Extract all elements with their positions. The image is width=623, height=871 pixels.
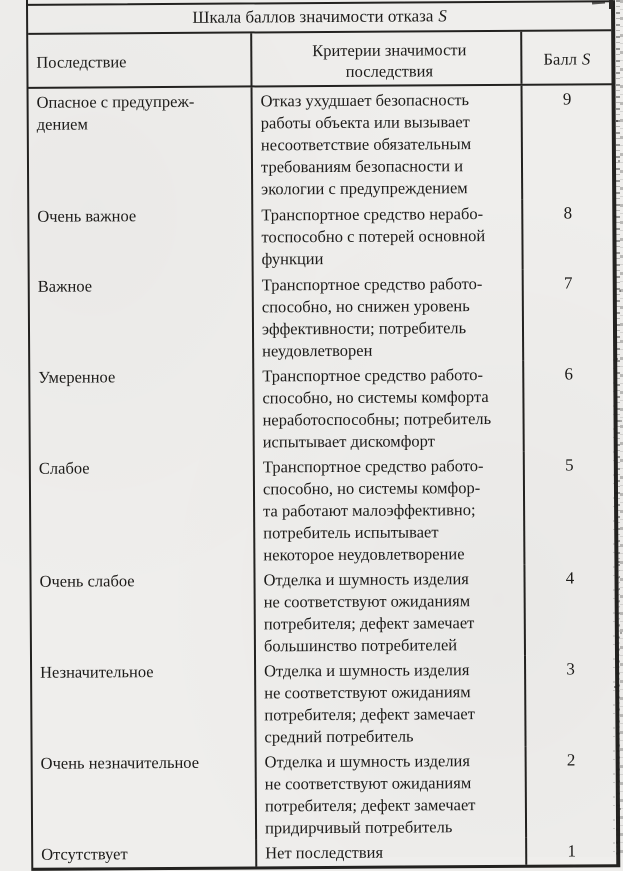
- table-body: [29, 85, 617, 868]
- table-row: [30, 269, 614, 364]
- scan-artifact-left-tick: [26, 0, 28, 6]
- score-cell: 5: [565, 455, 574, 475]
- score-cell: 8: [563, 203, 573, 223]
- column-header-consequence: Последствие: [28, 33, 252, 86]
- table-header-row: [28, 31, 611, 89]
- table-row: [31, 564, 615, 659]
- scan-noise-edge: [613, 0, 615, 857]
- score-cell: 7: [563, 273, 573, 293]
- consequence-cell: Опасное с предупреж- дением: [29, 87, 254, 202]
- table-title: [28, 2, 611, 35]
- criteria-cell: Отказ ухудшает безопасность работы объекта или вызывает несоответствие обязательным требованиям безопасности и экологии с предупреждением: [253, 86, 524, 202]
- failure-significance-score-table: [26, 0, 620, 871]
- score-cell: 1: [567, 841, 576, 861]
- table-row: [32, 655, 616, 750]
- criteria-cell: Транспортное средство работо- способно, но снижен уровень эффективности; потребитель неудовлетворен: [254, 270, 525, 363]
- consequence-cell: Очень важное: [29, 201, 253, 272]
- table-row: [30, 360, 614, 455]
- table-row: [31, 451, 615, 568]
- scan-noise-specks: [616, 120, 618, 122]
- criteria-cell: Транспортное средство работо- способно, но системы комфорта неработоспособны; потребитель испытывает дискомфорт: [254, 361, 525, 454]
- criteria-cell: Отделка и шумность изделия не соответствуют ожиданиям потребителя; дефект замечает придирчивый потребитель: [257, 747, 528, 840]
- score-cell: 3: [566, 659, 575, 679]
- score-cell: 4: [565, 568, 575, 588]
- score-cell: 9: [562, 89, 572, 109]
- column-header-score: [522, 31, 611, 84]
- column-header-criteria: Критерии значимости последствия: [252, 32, 522, 86]
- criteria-cell: Транспортное средство нерабо- тоспособно с потерей основной функции: [253, 200, 523, 272]
- consequence-cell: Умеренное: [30, 362, 255, 454]
- score-header-variable: S: [581, 48, 591, 68]
- score-cell: 6: [564, 364, 574, 384]
- table-row: [29, 199, 612, 273]
- table-title-text: Шкала баллов значимости отказа: [192, 6, 434, 27]
- score-cell: 2: [566, 750, 576, 770]
- consequence-cell: Очень слабое: [31, 566, 256, 658]
- table-row: [33, 746, 617, 841]
- consequence-cell: Слабое: [31, 453, 256, 567]
- consequence-cell: Важное: [30, 271, 255, 363]
- table-title-variable: S: [438, 6, 447, 26]
- consequence-cell: Очень незначительное: [33, 748, 258, 840]
- criteria-cell: Отделка и шумность изделия не соответствуют ожиданиям потребителя; дефект замечает средний потребитель: [256, 656, 527, 749]
- table-row: [33, 837, 616, 868]
- consequence-cell: Отсутствует: [33, 839, 257, 867]
- score-header-label: Балл: [543, 48, 577, 69]
- criteria-cell: Отделка и шумность изделия не соответствуют ожиданиям потребителя; дефект замечает большинство потребителей: [255, 565, 526, 658]
- criteria-cell: Транспортное средство работо- способно, но системы комфор- та работают малоэффективно; потребитель испытывает некоторое неудовлетворение: [255, 452, 526, 567]
- criteria-cell: Нет последствия: [257, 838, 527, 867]
- consequence-cell: Незначительное: [32, 657, 257, 749]
- table-row: [29, 85, 613, 203]
